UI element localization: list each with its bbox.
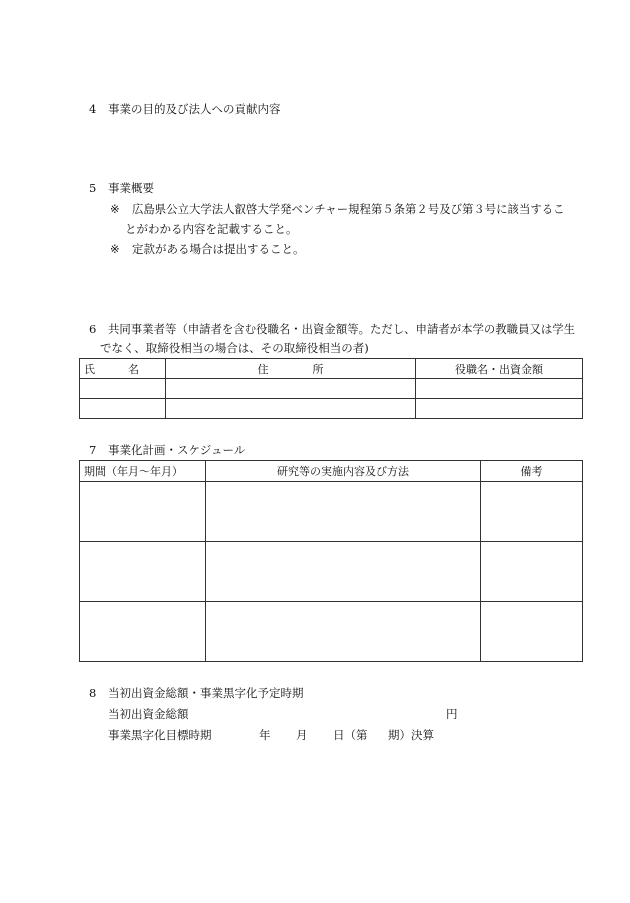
content-cell[interactable] bbox=[206, 542, 481, 602]
name-cell[interactable] bbox=[80, 379, 166, 399]
target-period-label: 事業黒字化目標時期 bbox=[108, 728, 212, 742]
content-cell[interactable] bbox=[206, 482, 481, 542]
note-1-line-2: とがわかる内容を記載すること。 bbox=[125, 222, 298, 236]
note-1-line-1: 広島県公立大学法人叡啓大学発ベンチャー規程第５条第２号及び第３号に該当するこ bbox=[132, 202, 565, 216]
address-cell[interactable] bbox=[166, 379, 416, 399]
schedule-table bbox=[79, 460, 583, 662]
table-row bbox=[80, 482, 583, 542]
section-8-number: 8 bbox=[89, 686, 97, 700]
table-row bbox=[80, 542, 583, 602]
section-6-title-line-2: でなく、取締役相当の場合は、その取締役相当の者) bbox=[100, 341, 369, 355]
period-cell[interactable] bbox=[80, 602, 206, 662]
header-address: 住 所 bbox=[166, 359, 416, 379]
table-row bbox=[80, 379, 583, 399]
section-7-number: 7 bbox=[89, 443, 97, 457]
period-cell[interactable] bbox=[80, 482, 206, 542]
day-term-label: 日（第 bbox=[333, 728, 368, 742]
header-position-amount: 役職名・出資金額 bbox=[416, 359, 583, 379]
content-cell[interactable] bbox=[206, 602, 481, 662]
header-content-method: 研究等の実施内容及び方法 bbox=[206, 461, 481, 482]
position-amount-cell[interactable] bbox=[416, 399, 583, 419]
header-remarks: 備考 bbox=[481, 461, 583, 482]
note-2-text: 定款がある場合は提出すること。 bbox=[132, 242, 305, 256]
yen-unit: 円 bbox=[446, 707, 458, 721]
note-1-mark: ※ bbox=[110, 202, 120, 216]
section-8-title: 当初出資金総額・事業黒字化予定時期 bbox=[108, 686, 304, 700]
header-period: 期間（年月～年月） bbox=[80, 461, 206, 482]
initial-capital-label: 当初出資金総額 bbox=[108, 707, 189, 721]
remarks-cell[interactable] bbox=[481, 602, 583, 662]
position-amount-cell[interactable] bbox=[416, 379, 583, 399]
period-cell[interactable] bbox=[80, 542, 206, 602]
table-row bbox=[80, 399, 583, 419]
section-5-number: 5 bbox=[89, 181, 97, 195]
section-6-number: 6 bbox=[89, 322, 97, 336]
month-unit: 月 bbox=[296, 728, 308, 742]
section-4-number: 4 bbox=[89, 102, 97, 116]
section-7-title: 事業化計画・スケジュール bbox=[108, 443, 246, 457]
co-business-table bbox=[79, 358, 583, 419]
note-2-mark: ※ bbox=[110, 242, 120, 256]
section-5-title: 事業概要 bbox=[108, 181, 154, 195]
section-6-title-line-1: 共同事業者等（申請者を含む役職名・出資金額等。ただし、申請者が本学の教職員又は学生 bbox=[108, 322, 576, 336]
year-unit: 年 bbox=[259, 728, 271, 742]
table-row bbox=[80, 602, 583, 662]
address-cell[interactable] bbox=[166, 399, 416, 419]
remarks-cell[interactable] bbox=[481, 482, 583, 542]
name-cell[interactable] bbox=[80, 399, 166, 419]
section-4-title: 事業の目的及び法人への貢献内容 bbox=[108, 102, 281, 116]
header-name: 氏 名 bbox=[80, 359, 166, 379]
term-settlement-label: 期）決算 bbox=[388, 728, 434, 742]
remarks-cell[interactable] bbox=[481, 542, 583, 602]
